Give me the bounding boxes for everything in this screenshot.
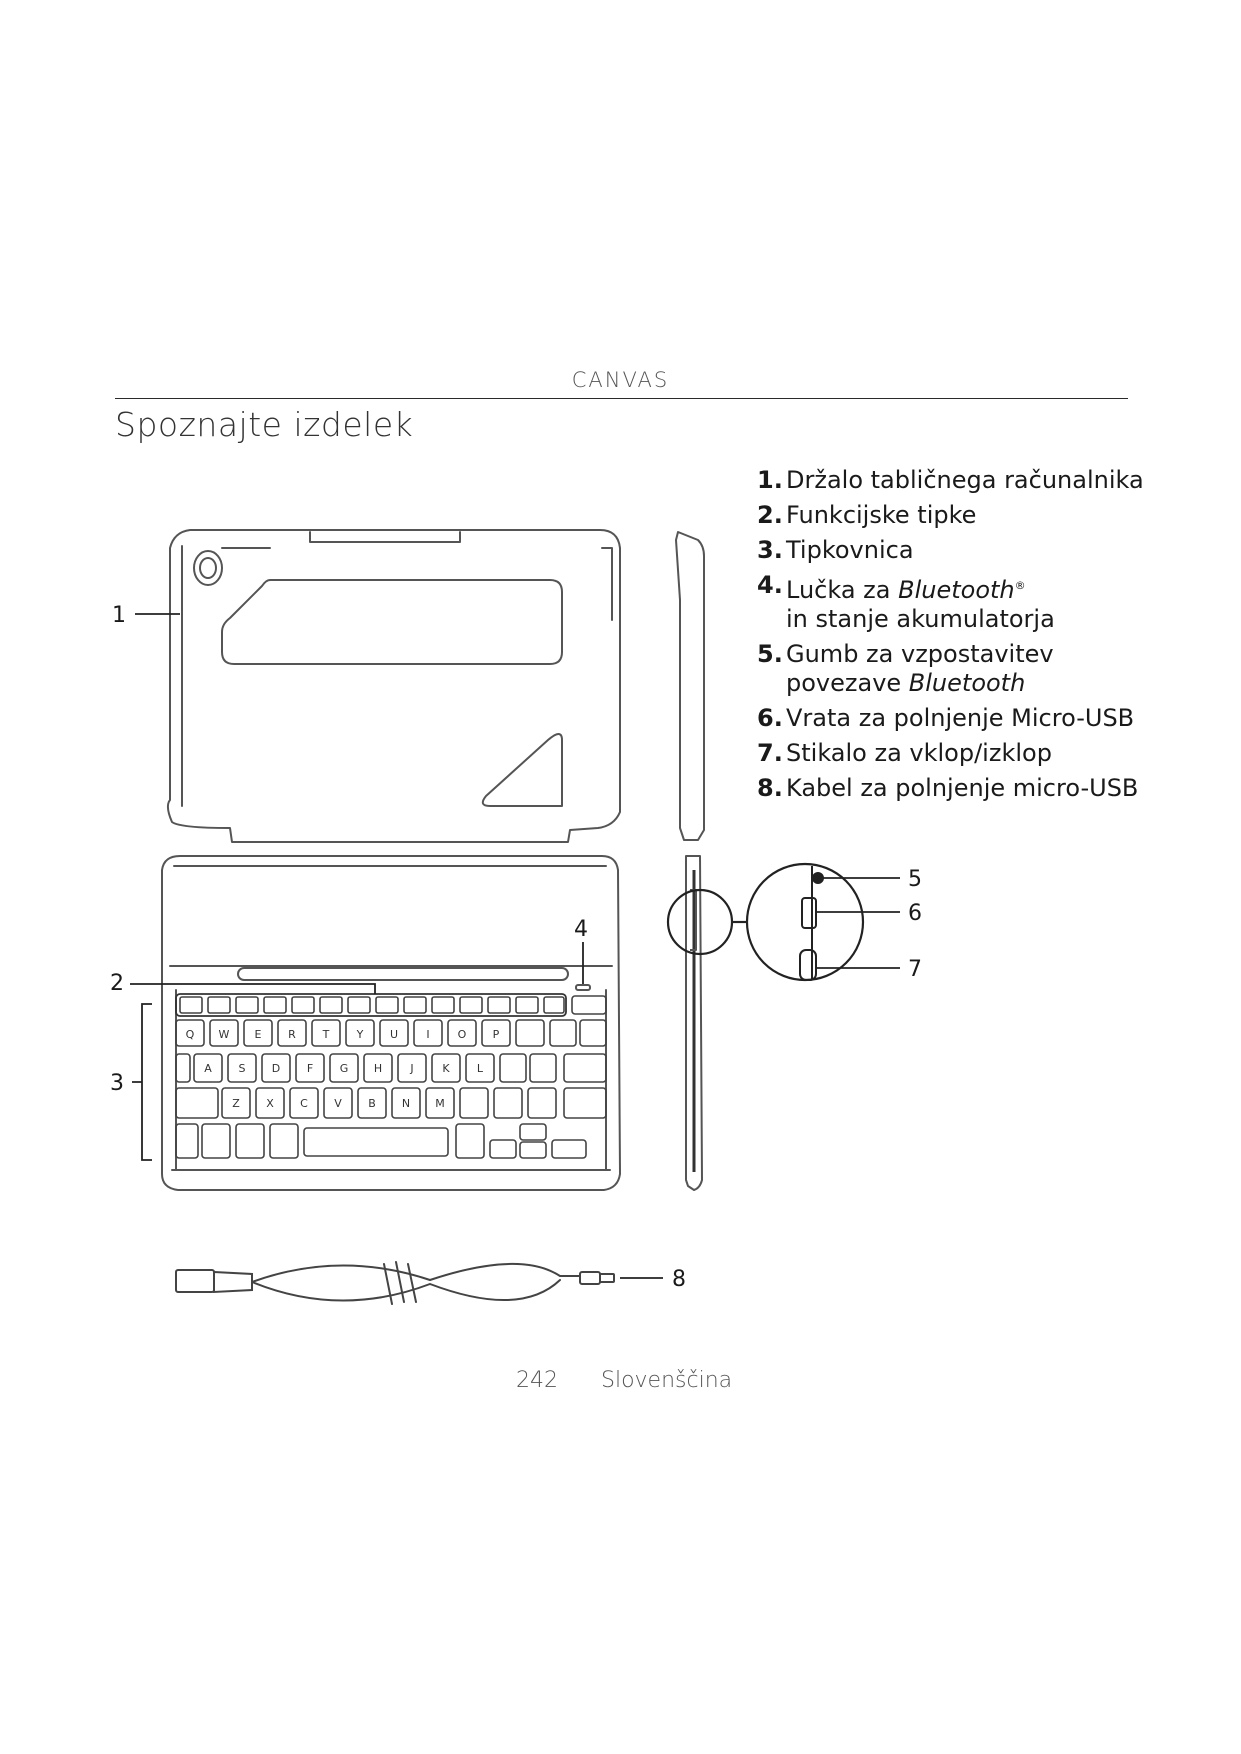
key-label: F — [306, 1062, 314, 1075]
page-title: Spoznajte izdelek — [115, 405, 414, 444]
key-label: N — [401, 1097, 411, 1110]
key-label: B — [368, 1097, 376, 1110]
key-label: J — [410, 1062, 414, 1075]
key-label: E — [254, 1028, 262, 1041]
callout-4: 4 — [574, 917, 588, 942]
callout-2: 2 — [110, 971, 124, 996]
page-number: 242 — [516, 1368, 558, 1393]
key-label: G — [339, 1062, 349, 1075]
side-profile-drawing — [676, 532, 704, 1190]
key-label: D — [271, 1062, 281, 1075]
part-number: 2. — [757, 501, 783, 529]
key-label: O — [457, 1028, 467, 1041]
part-number: 7. — [757, 739, 783, 767]
part-number: 1. — [757, 466, 783, 494]
key-label: P — [492, 1028, 500, 1041]
key-label: R — [288, 1028, 296, 1041]
key-label: C — [300, 1097, 308, 1110]
key-label: A — [204, 1062, 212, 1075]
callout-7: 7 — [908, 957, 922, 982]
key-label: L — [476, 1062, 484, 1075]
key-label: S — [238, 1062, 246, 1075]
key-label: Q — [185, 1028, 195, 1041]
status-led-drawing — [576, 985, 590, 990]
part-number: 3. — [757, 536, 783, 564]
part-label: Tipkovnica — [786, 536, 914, 564]
part-label-text: Lučka za — [786, 576, 899, 604]
part-label: Funkcijske tipke — [786, 501, 977, 529]
registered-mark: ® — [1014, 579, 1026, 592]
key-label: V — [334, 1097, 342, 1110]
camera-ring-icon — [194, 551, 222, 585]
part-label: Vrata za polnjenje Micro-USB — [786, 704, 1135, 732]
key-label: K — [442, 1062, 450, 1075]
footer-language: Slovenščina — [601, 1368, 733, 1393]
tablet-holder-drawing — [168, 530, 620, 842]
key-label: W — [218, 1028, 230, 1041]
part-number: 5. — [757, 640, 783, 668]
part-label: Držalo tabličnega računalnika — [786, 466, 1144, 494]
part-number: 8. — [757, 774, 783, 802]
part-label: Kabel za polnjenje micro-USB — [786, 774, 1139, 802]
power-switch-icon — [800, 950, 816, 980]
part-label-text: Gumb za vzpostavitev — [786, 640, 1054, 668]
function-key-row — [176, 994, 606, 1016]
key-label: Y — [356, 1028, 364, 1041]
part-number: 6. — [757, 704, 783, 732]
usb-cable-drawing — [176, 1262, 614, 1304]
key-label: I — [426, 1028, 430, 1041]
port-detail-drawing — [800, 866, 823, 980]
part-number: 4. — [757, 571, 783, 599]
micro-usb-port-icon — [802, 898, 816, 928]
zoom-circle-large — [747, 864, 863, 980]
part-label: Stikalo za vklop/izklop — [786, 739, 1052, 767]
part-label-line2: in stanje akumulatorja — [786, 605, 1055, 633]
callout-1: 1 — [112, 603, 126, 628]
callout-6: 6 — [908, 901, 922, 926]
key-label: M — [435, 1097, 445, 1110]
key-label: U — [389, 1028, 399, 1041]
key-label: T — [322, 1028, 330, 1041]
callout-3: 3 — [110, 1071, 124, 1096]
callout-8: 8 — [672, 1267, 686, 1292]
part-label-line2: povezave — [786, 669, 909, 697]
key-label: X — [266, 1097, 274, 1110]
callout-5: 5 — [908, 867, 922, 892]
bluetooth-brand: Bluetooth — [898, 576, 1015, 604]
header-label: CANVAS — [571, 368, 670, 392]
key-label: H — [373, 1062, 383, 1075]
bluetooth-brand: Bluetooth — [908, 669, 1026, 697]
key-label: Z — [232, 1097, 240, 1110]
